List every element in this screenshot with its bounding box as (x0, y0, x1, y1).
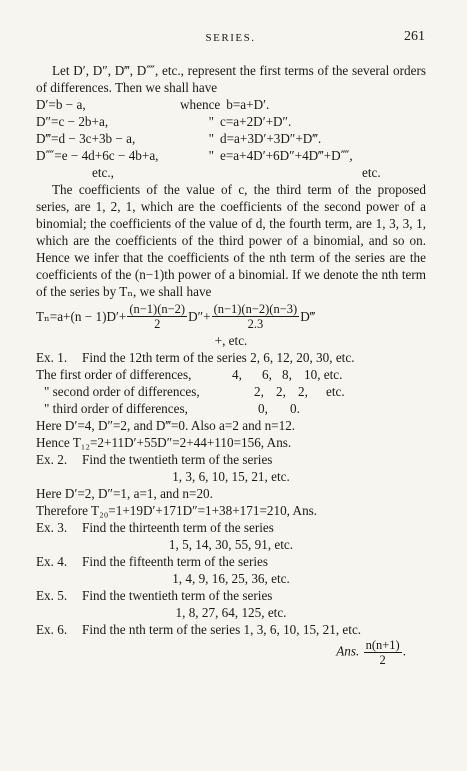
fraction (364, 638, 402, 667)
page-number: 261 (404, 29, 425, 44)
example-text: Find the twentieth term of the series (82, 588, 273, 603)
example-5 (36, 587, 426, 604)
difference-value: 2, (298, 384, 308, 399)
nth-term-formula (36, 300, 426, 332)
etc-right: etc. (362, 165, 381, 180)
equation-rhs: b=a+D′. (226, 97, 270, 112)
difference-row (36, 400, 426, 417)
running-header (36, 30, 425, 48)
equation-rhs: e=a+4D′+6D″+4D‴+D⁗, (220, 148, 353, 163)
ditto-mark: " (208, 148, 214, 163)
example-label: Ex. 4. (36, 554, 68, 569)
formula-middle: D″+ (188, 308, 211, 324)
answer-label: Ans. (336, 643, 360, 659)
difference-row (36, 383, 426, 400)
fraction-denominator: 2 (154, 316, 161, 331)
difference-value: 6, (262, 367, 272, 382)
difference-value: 4, (232, 367, 242, 382)
equation-lhs: D‴=d − 3c+3b − a, (36, 131, 136, 146)
example-6 (36, 621, 426, 638)
difference-value: 10, etc. (304, 367, 343, 382)
fraction-denominator: 2.3 (247, 316, 264, 331)
difference-value: 8, (282, 367, 292, 382)
equation-rhs: c=a+2D′+D″. (220, 114, 292, 129)
fraction-numerator: (n−1)(n−2)(n−3) (213, 301, 298, 316)
fraction (212, 302, 300, 331)
example-label: Ex. 5. (36, 588, 68, 603)
difference-value: etc. (326, 384, 345, 399)
ditto-mark: " (208, 131, 214, 146)
etc-row (36, 164, 426, 181)
example-2-answer: Therefore T₂₀=1+19D′+171D″=1+38+171=210, Ans. (36, 503, 318, 518)
example-text: Find the 12th term of the series 2, 6, 12, 20, 30, etc. (82, 350, 355, 365)
example-4 (36, 553, 426, 570)
chapter-title: SERIES. (205, 32, 256, 44)
example-text: Find the nth term of the series 1, 3, 6, 10, 15, 21, etc. (82, 622, 362, 637)
equation-lhs: D⁗=e − 4d+6c − 4b+a, (36, 148, 159, 163)
equation-rhs: d=a+3D′+3D″+D‴. (220, 131, 322, 146)
example-1-answer: Hence T₁₂=2+11D′+55D″=2+44+110=156, Ans. (36, 435, 292, 450)
difference-value: 0, (258, 401, 268, 416)
example-text: Find the fifteenth term of the series (82, 554, 269, 569)
difference-value: 0. (290, 401, 300, 416)
equation-row (36, 130, 426, 147)
fraction-numerator: n(n+1) (365, 638, 400, 652)
difference-name: The first order of differences, (36, 367, 192, 382)
equation-connector: whence (180, 97, 221, 112)
example-series: 1, 8, 27, 64, 125, etc. (175, 605, 287, 620)
answer-period: . (402, 643, 406, 659)
formula-continuation: +, etc. (214, 333, 248, 348)
difference-value: 2, (276, 384, 286, 399)
example-label: Ex. 1. (36, 350, 68, 365)
equation-lhs: D″=c − 2b+a, (36, 114, 109, 129)
difference-name: " second order of differences, (44, 384, 200, 399)
example-series: 1, 5, 14, 30, 55, 91, etc. (168, 537, 294, 552)
difference-equations (36, 96, 426, 181)
example-3 (36, 519, 426, 536)
intro-paragraph: Let D′, D″, D‴, D⁗, etc., represent the first terms of the several orders of differences. Then we shall have (36, 63, 426, 95)
example-series: 1, 3, 6, 10, 15, 21, etc. (172, 469, 290, 484)
page-body (36, 62, 426, 667)
ditto-mark: " (208, 114, 214, 129)
equation-row (36, 147, 426, 164)
example-label: Ex. 6. (36, 622, 68, 637)
coefficients-paragraph: The coefficients of the value of c, the third term of the proposed series, are 1, 2, 1, which are the coefficients of the second power of a binomial; the coefficients of the value of d, the fourth term, are 1, 3, 3, 1, which are the coefficients of the third power of a binomial, and so on. Hence we infer that the coefficients of the nth term of the series are the coefficients of the (n−1)th power of a binomial. If we denote the nth term of the series by Tₙ, we shall have (36, 182, 426, 299)
equation-row (36, 96, 426, 113)
etc-left: etc., (92, 165, 114, 180)
example-text: Find the thirteenth term of the series (82, 520, 274, 535)
example-label: Ex. 2. (36, 452, 68, 467)
difference-name: " third order of differences, (44, 401, 188, 416)
example-1 (36, 349, 426, 366)
example-2-given: Here D′=2, D″=1, a=1, and n=20. (36, 486, 213, 501)
difference-row (36, 366, 426, 383)
difference-value: 2, (254, 384, 264, 399)
example-1-given: Here D′=4, D″=2, and D‴=0. Also a=2 and n=12. (36, 418, 296, 433)
formula-tail: D‴ (300, 308, 316, 324)
example-label: Ex. 3. (36, 520, 68, 535)
equation-lhs: D′=b − a, (36, 97, 86, 112)
example-text: Find the twentieth term of the series (82, 452, 273, 467)
fraction-numerator: (n−1)(n−2) (129, 301, 186, 316)
equation-row (36, 113, 426, 130)
formula-lead: Tₙ=a+(n − 1)D′+ (36, 308, 127, 324)
fraction-denominator: 2 (379, 653, 386, 667)
example-2 (36, 451, 426, 468)
example-6-answer (36, 638, 426, 667)
fraction (127, 302, 187, 331)
example-series: 1, 4, 9, 16, 25, 36, etc. (172, 571, 290, 586)
